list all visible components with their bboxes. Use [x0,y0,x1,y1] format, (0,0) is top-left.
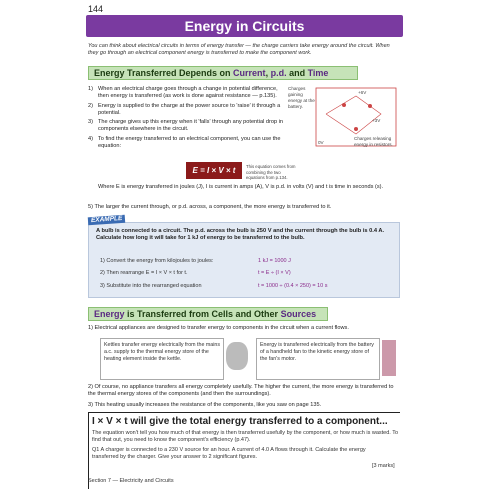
item-text: Electrical appliances are designed to transfer energy to components in the circuit when a current flows. [94,325,349,331]
circuit-figure [286,84,398,150]
example-step: 1) Convert the energy from kilojoules to joules: [100,258,214,264]
list-section1 [88,86,288,152]
example-work: t = E ÷ (I × V) [258,270,291,276]
voltage-label: +3V [372,118,381,123]
list-item: 2) Energy is supplied to the charge at the power source to 'raise' it through a potential. [88,103,288,118]
marks: [3 marks] [372,463,395,469]
list-item-5: 5) The larger the current through, or p.d. across, a component, the more energy is transferred to it. [88,204,332,210]
item-text: Of course, no appliance transfers all energy completely usefully. The higher the current, the more energy is transferred to the thermal energy stores of the components (and then the surroundings). [88,384,394,398]
fan-icon [382,340,396,376]
example-tag: EXAMPLE [88,215,126,226]
item-text: When an electrical charge goes through a change in potential difference, then energy is transferred (as work is done against resistance — p.135). [98,86,278,100]
summary-text: The equation won't tell you how much of that energy is then transferred usefully by the component, or how much is wasted. To find that out, you need to know the component's efficiency (p.47). [92,430,399,444]
summary-heading: I × V × t will give the total energy transferred to a component... [92,416,388,427]
example-question: A bulb is connected to a circuit. The p.d. across the bulb is 250 V and the current through the bulb is 0.4 A. Calculate how long it will take for 1 kJ of energy to be transferred to the bulb. [96,228,385,242]
fan-box: Energy is transferred electrically from the battery of a handheld fan to the kinetic energy store of the fan's motor. [256,338,380,380]
heading-part: Energy Transferred Depends on [94,68,234,78]
heading-part: Current [233,68,266,78]
list-item: 1) When an electrical charge goes through a change in potential difference, then energy is transferred (as work is done against resistance — p.135). [88,86,288,101]
item-text: To find the energy transferred to an electrical component, you can use the equation: [98,135,281,149]
heading-part: p.d. [270,68,287,78]
equation-note: This equation comes from combining the two equations from p.134. [246,164,296,181]
example-work: t = 1000 ÷ (0.4 × 250) = 10 s [258,283,328,289]
heading-part: Energy [94,309,128,319]
list-item-s2-2: 2) Of course, no appliance transfers all energy completely usefully. The higher the current, the more energy is transferred to the thermal energy stores of the components (and then the surroundings). [88,384,394,398]
voltage-label: 0V [318,140,324,145]
section-heading-1: Energy Transferred Depends on Current, p.d. and Time [88,66,358,80]
page-title: Energy in Circuits [86,15,403,37]
item-text: The charge gives up this energy when it 'falls' through any potential drop in components elsewhere in the circuit. [98,119,283,133]
example-step: 3) Substitute into the rearranged equation [100,283,202,289]
heading-part: Sources [280,309,317,319]
page-number: 144 [88,4,104,14]
example-work: 1 kJ = 1000 J [258,258,291,264]
figure-label: Charges gaining energy at the battery. [288,86,315,109]
list-item: 4) To find the energy transferred to an electrical component, you can use the equation: [88,136,288,151]
footer: Section 7 — Electricity and Circuits [88,478,174,484]
voltage-label: +6V [358,90,367,95]
where-text: Where E is energy transferred in joules (J), I is current in amps (A), V is p.d. in volts (V) and t is time in seconds (s). [98,184,384,190]
list-item-s2-3: 3) This heating usually increases the resistance of the components, like you saw on page 135. [88,402,322,408]
kettle-icon [226,342,248,370]
heading-part: from Cells and Other [189,309,281,319]
list-item: 3) The charge gives up this energy when it 'falls' through any potential drop in components elsewhere in the circuit. [88,119,288,134]
example-step: 2) Then rearrange E = I × V × t for t. [100,270,188,276]
intro-text: You can think about electrical circuits in terms of energy transfer — the charge carriers take energy around the circuit. When they go through an electrical component energy is transferred to make the component work. [88,43,390,57]
list-item-s2-1: 1) Electrical appliances are designed to transfer energy to components in the circuit when a current flows. [88,325,349,331]
heading-part: is Transferred [127,309,190,319]
section-heading-2 [88,307,328,321]
item-text: Energy is supplied to the charge at the power source to 'raise' it through a potential. [98,102,281,116]
equation-box: E = I × V × t [186,162,242,179]
heading-part: Time [307,68,329,78]
heading-part: and [286,68,308,78]
question-q1: Q1 A charger is connected to a 230 V source for an hour. A current of 4.0 A flows through it. Calculate the energy transferred by the charger. Give your answer to 2 significant figures. [92,447,366,461]
item-text: This heating usually increases the resistance of the components, like you saw on page 135. [94,402,322,408]
item-text: The larger the current through, or p.d. across, a component, the more energy is transferred to it. [94,204,332,210]
kettle-box: Kettles transfer energy electrically from the mains a.c. supply to the thermal energy store of the heating element inside the kettle. [100,338,224,380]
figure-label: Charges releasing energy in resistors. [354,136,393,147]
